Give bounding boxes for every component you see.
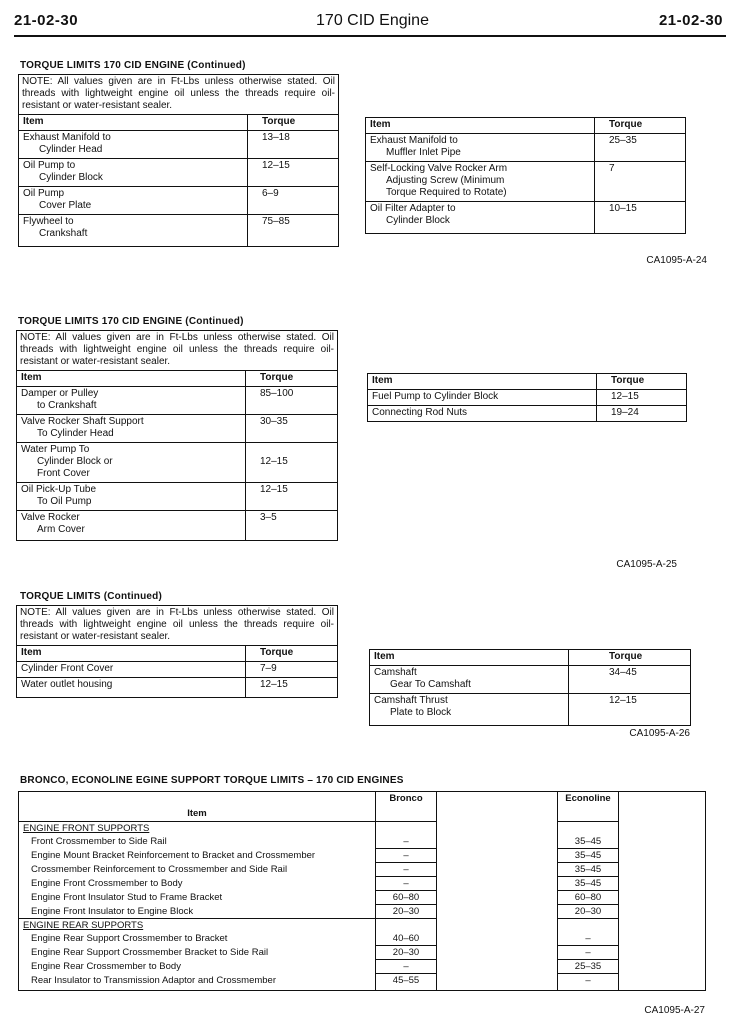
item-label: Engine Rear Support Crossmember Bracket to Side Rail	[19, 946, 376, 960]
item-label: Camshaft	[374, 667, 417, 678]
item-label: Cylinder Block	[39, 172, 103, 183]
econoline-value: –	[558, 946, 619, 960]
torque-value: 12–15	[246, 483, 338, 511]
table-row	[17, 511, 338, 541]
section3-right-table	[369, 649, 691, 726]
engine-support-table	[18, 791, 706, 991]
item-label: Cover Plate	[39, 200, 92, 211]
item-label: Valve Rocker	[21, 512, 80, 523]
bronco-value: 20–30	[376, 905, 437, 919]
item-label: Oil Pick-Up Tube	[21, 484, 97, 495]
bronco-value: –	[376, 863, 437, 877]
section1-caption: TORQUE LIMITS 170 CID ENGINE (Continued)	[20, 60, 246, 71]
item-label: Flywheel to	[23, 216, 74, 227]
item-label: Crankshaft	[39, 228, 88, 239]
item-label: Water outlet housing	[17, 678, 246, 698]
col-torque: Torque	[246, 371, 338, 387]
table-row	[19, 187, 339, 215]
section4-caption: BRONCO, ECONOLINE EGINE SUPPORT TORQUE LIMITS – 170 CID ENGINES	[20, 775, 404, 786]
item-label: Self-Locking Valve Rocker Arm	[370, 163, 508, 174]
econoline-value: 35–45	[558, 863, 619, 877]
econoline-value: –	[558, 932, 619, 946]
bronco-value: 40–60	[376, 932, 437, 946]
col-torque: Torque	[595, 118, 686, 134]
item-label: To Oil Pump	[37, 496, 92, 507]
table-row	[19, 835, 706, 849]
item-label: Exhaust Manifold to	[370, 135, 458, 146]
table-row	[19, 891, 706, 905]
table-row	[17, 662, 338, 678]
item-label: Muffler Inlet Pipe	[386, 147, 461, 158]
col-bronco: Bronco	[376, 792, 437, 822]
col-item: Item	[17, 646, 246, 662]
note: NOTE: All values given are in Ft-Lbs unless otherwise stated. Oil threads with lightweight engine oil unless the threads require oil-resistant or water-resistant sealer.	[19, 75, 339, 115]
table-row	[368, 406, 687, 422]
item-label: Cylinder Front Cover	[17, 662, 246, 678]
item-label: Exhaust Manifold to	[23, 132, 111, 143]
item-label: Engine Front Insulator Stud to Frame Bracket	[19, 891, 376, 905]
header-rule	[14, 35, 726, 37]
table-row	[19, 905, 706, 919]
item-label: Water Pump To	[21, 444, 90, 455]
section1-left-table	[18, 74, 339, 247]
item-label: Torque Required to Rotate)	[386, 187, 507, 198]
torque-value: 30–35	[246, 415, 338, 443]
table-row	[19, 932, 706, 946]
section3-left-table	[16, 605, 338, 698]
torque-value: 19–24	[597, 406, 687, 422]
item-label: Engine Rear Support Crossmember to Bracket	[19, 932, 376, 946]
blank-column	[619, 792, 706, 822]
item-label: To Cylinder Head	[37, 428, 114, 439]
note: NOTE: All values given are in Ft-Lbs unless otherwise stated. Oil threads with lightweight engine oil unless the threads require oil-resistant or water-resistant sealer.	[17, 606, 338, 646]
section1-right-table	[365, 117, 686, 234]
item-label: Engine Front Insulator to Engine Block	[19, 905, 376, 919]
table-row	[19, 946, 706, 960]
item-label: Oil Pump	[23, 188, 65, 199]
section2-caption: TORQUE LIMITS 170 CID ENGINE (Continued)	[18, 316, 244, 327]
bronco-value: 45–55	[376, 974, 437, 991]
table-row	[366, 162, 686, 202]
section3-caption: TORQUE LIMITS (Continued)	[20, 591, 163, 602]
torque-value: 12–15	[246, 443, 338, 483]
table-row	[19, 159, 339, 187]
table-row	[19, 974, 706, 991]
table-row	[370, 694, 691, 726]
torque-value: 85–100	[246, 387, 338, 415]
table-row	[17, 387, 338, 415]
page-number-left: 21-02-30	[14, 12, 79, 29]
torque-value: 13–18	[248, 131, 339, 159]
figure-number: CA1095-A-27	[644, 1005, 705, 1016]
col-item: Item	[19, 792, 376, 822]
torque-value: 12–15	[569, 694, 691, 726]
item-label: Cylinder Head	[39, 144, 103, 155]
torque-value: 25–35	[595, 134, 686, 162]
table-row	[19, 215, 339, 247]
col-item: Item	[368, 374, 597, 390]
item-label: Oil Pump to	[23, 160, 76, 171]
table-row	[17, 443, 338, 483]
bronco-value: –	[376, 835, 437, 849]
table-row	[370, 666, 691, 694]
bronco-value: 60–80	[376, 891, 437, 905]
table-row	[366, 134, 686, 162]
note: NOTE: All values given are in Ft-Lbs unless otherwise stated. Oil threads with lightweight engine oil unless the threads require oil-resistant or water-resistant sealer.	[17, 331, 338, 371]
econoline-value: 35–45	[558, 849, 619, 863]
torque-value: 34–45	[569, 666, 691, 694]
torque-value: 7–9	[246, 662, 338, 678]
col-item: Item	[370, 650, 569, 666]
table-row	[19, 960, 706, 974]
item-label: Crossmember Reinforcement to Crossmember and Side Rail	[19, 863, 376, 877]
econoline-value: –	[558, 974, 619, 991]
econoline-value: 25–35	[558, 960, 619, 974]
page-number-right: 21-02-30	[658, 12, 723, 29]
table-row	[368, 390, 687, 406]
econoline-value: 20–30	[558, 905, 619, 919]
torque-value: 10–15	[595, 202, 686, 234]
torque-value: 3–5	[246, 511, 338, 541]
item-label: Gear To Camshaft	[390, 679, 471, 690]
item-label: Fuel Pump to Cylinder Block	[368, 390, 597, 406]
bronco-value: –	[376, 960, 437, 974]
item-label: Damper or Pulley	[21, 388, 99, 399]
table-row	[19, 849, 706, 863]
col-torque: Torque	[569, 650, 691, 666]
col-item: Item	[17, 371, 246, 387]
table-row	[17, 415, 338, 443]
figure-number: CA1095-A-24	[646, 255, 707, 266]
section2-left-table	[16, 330, 338, 541]
col-econoline: Econoline	[558, 792, 619, 822]
item-label: Engine Mount Bracket Reinforcement to Bracket and Crossmember	[19, 849, 376, 863]
torque-value: 12–15	[248, 159, 339, 187]
torque-value: 12–15	[597, 390, 687, 406]
item-label: Cylinder Block	[386, 215, 450, 226]
item-label: Engine Front Crossmember to Body	[19, 877, 376, 891]
section-header: ENGINE FRONT SUPPORTS	[19, 822, 376, 836]
col-item: Item	[19, 115, 248, 131]
table-row	[19, 131, 339, 159]
section-header: ENGINE REAR SUPPORTS	[19, 919, 376, 933]
page-title: 170 CID Engine	[316, 12, 429, 29]
table-row	[17, 678, 338, 698]
bronco-value: –	[376, 849, 437, 863]
table-row	[17, 483, 338, 511]
col-torque: Torque	[248, 115, 339, 131]
item-label: Engine Rear Crossmember to Body	[19, 960, 376, 974]
table-row	[19, 877, 706, 891]
item-label: Adjusting Screw (Minimum	[386, 175, 505, 186]
item-label: Arm Cover	[37, 524, 85, 535]
item-label: Camshaft Thrust	[374, 695, 448, 706]
figure-number: CA1095-A-26	[629, 728, 690, 739]
torque-value: 6–9	[248, 187, 339, 215]
col-item: Item	[366, 118, 595, 134]
item-label: Rear Insulator to Transmission Adaptor and Crossmember	[19, 974, 376, 991]
item-label: Front Cover	[37, 468, 90, 479]
item-label: Oil Filter Adapter to	[370, 203, 456, 214]
econoline-value: 35–45	[558, 835, 619, 849]
bronco-value: –	[376, 877, 437, 891]
item-label: Plate to Block	[390, 707, 452, 718]
table-row	[19, 863, 706, 877]
bronco-value: 20–30	[376, 946, 437, 960]
col-torque: Torque	[246, 646, 338, 662]
blank-column	[437, 792, 558, 822]
item-label: Cylinder Block or	[37, 456, 113, 467]
section2-right-table	[367, 373, 687, 422]
col-torque: Torque	[597, 374, 687, 390]
torque-value: 7	[595, 162, 686, 202]
econoline-value: 35–45	[558, 877, 619, 891]
econoline-value: 60–80	[558, 891, 619, 905]
item-label: to Crankshaft	[37, 400, 97, 411]
item-label: Valve Rocker Shaft Support	[21, 416, 144, 427]
item-label: Front Crossmember to Side Rail	[19, 835, 376, 849]
figure-number: CA1095-A-25	[616, 559, 677, 570]
table-row	[366, 202, 686, 234]
item-label: Connecting Rod Nuts	[368, 406, 597, 422]
torque-value: 75–85	[248, 215, 339, 247]
torque-value: 12–15	[246, 678, 338, 698]
